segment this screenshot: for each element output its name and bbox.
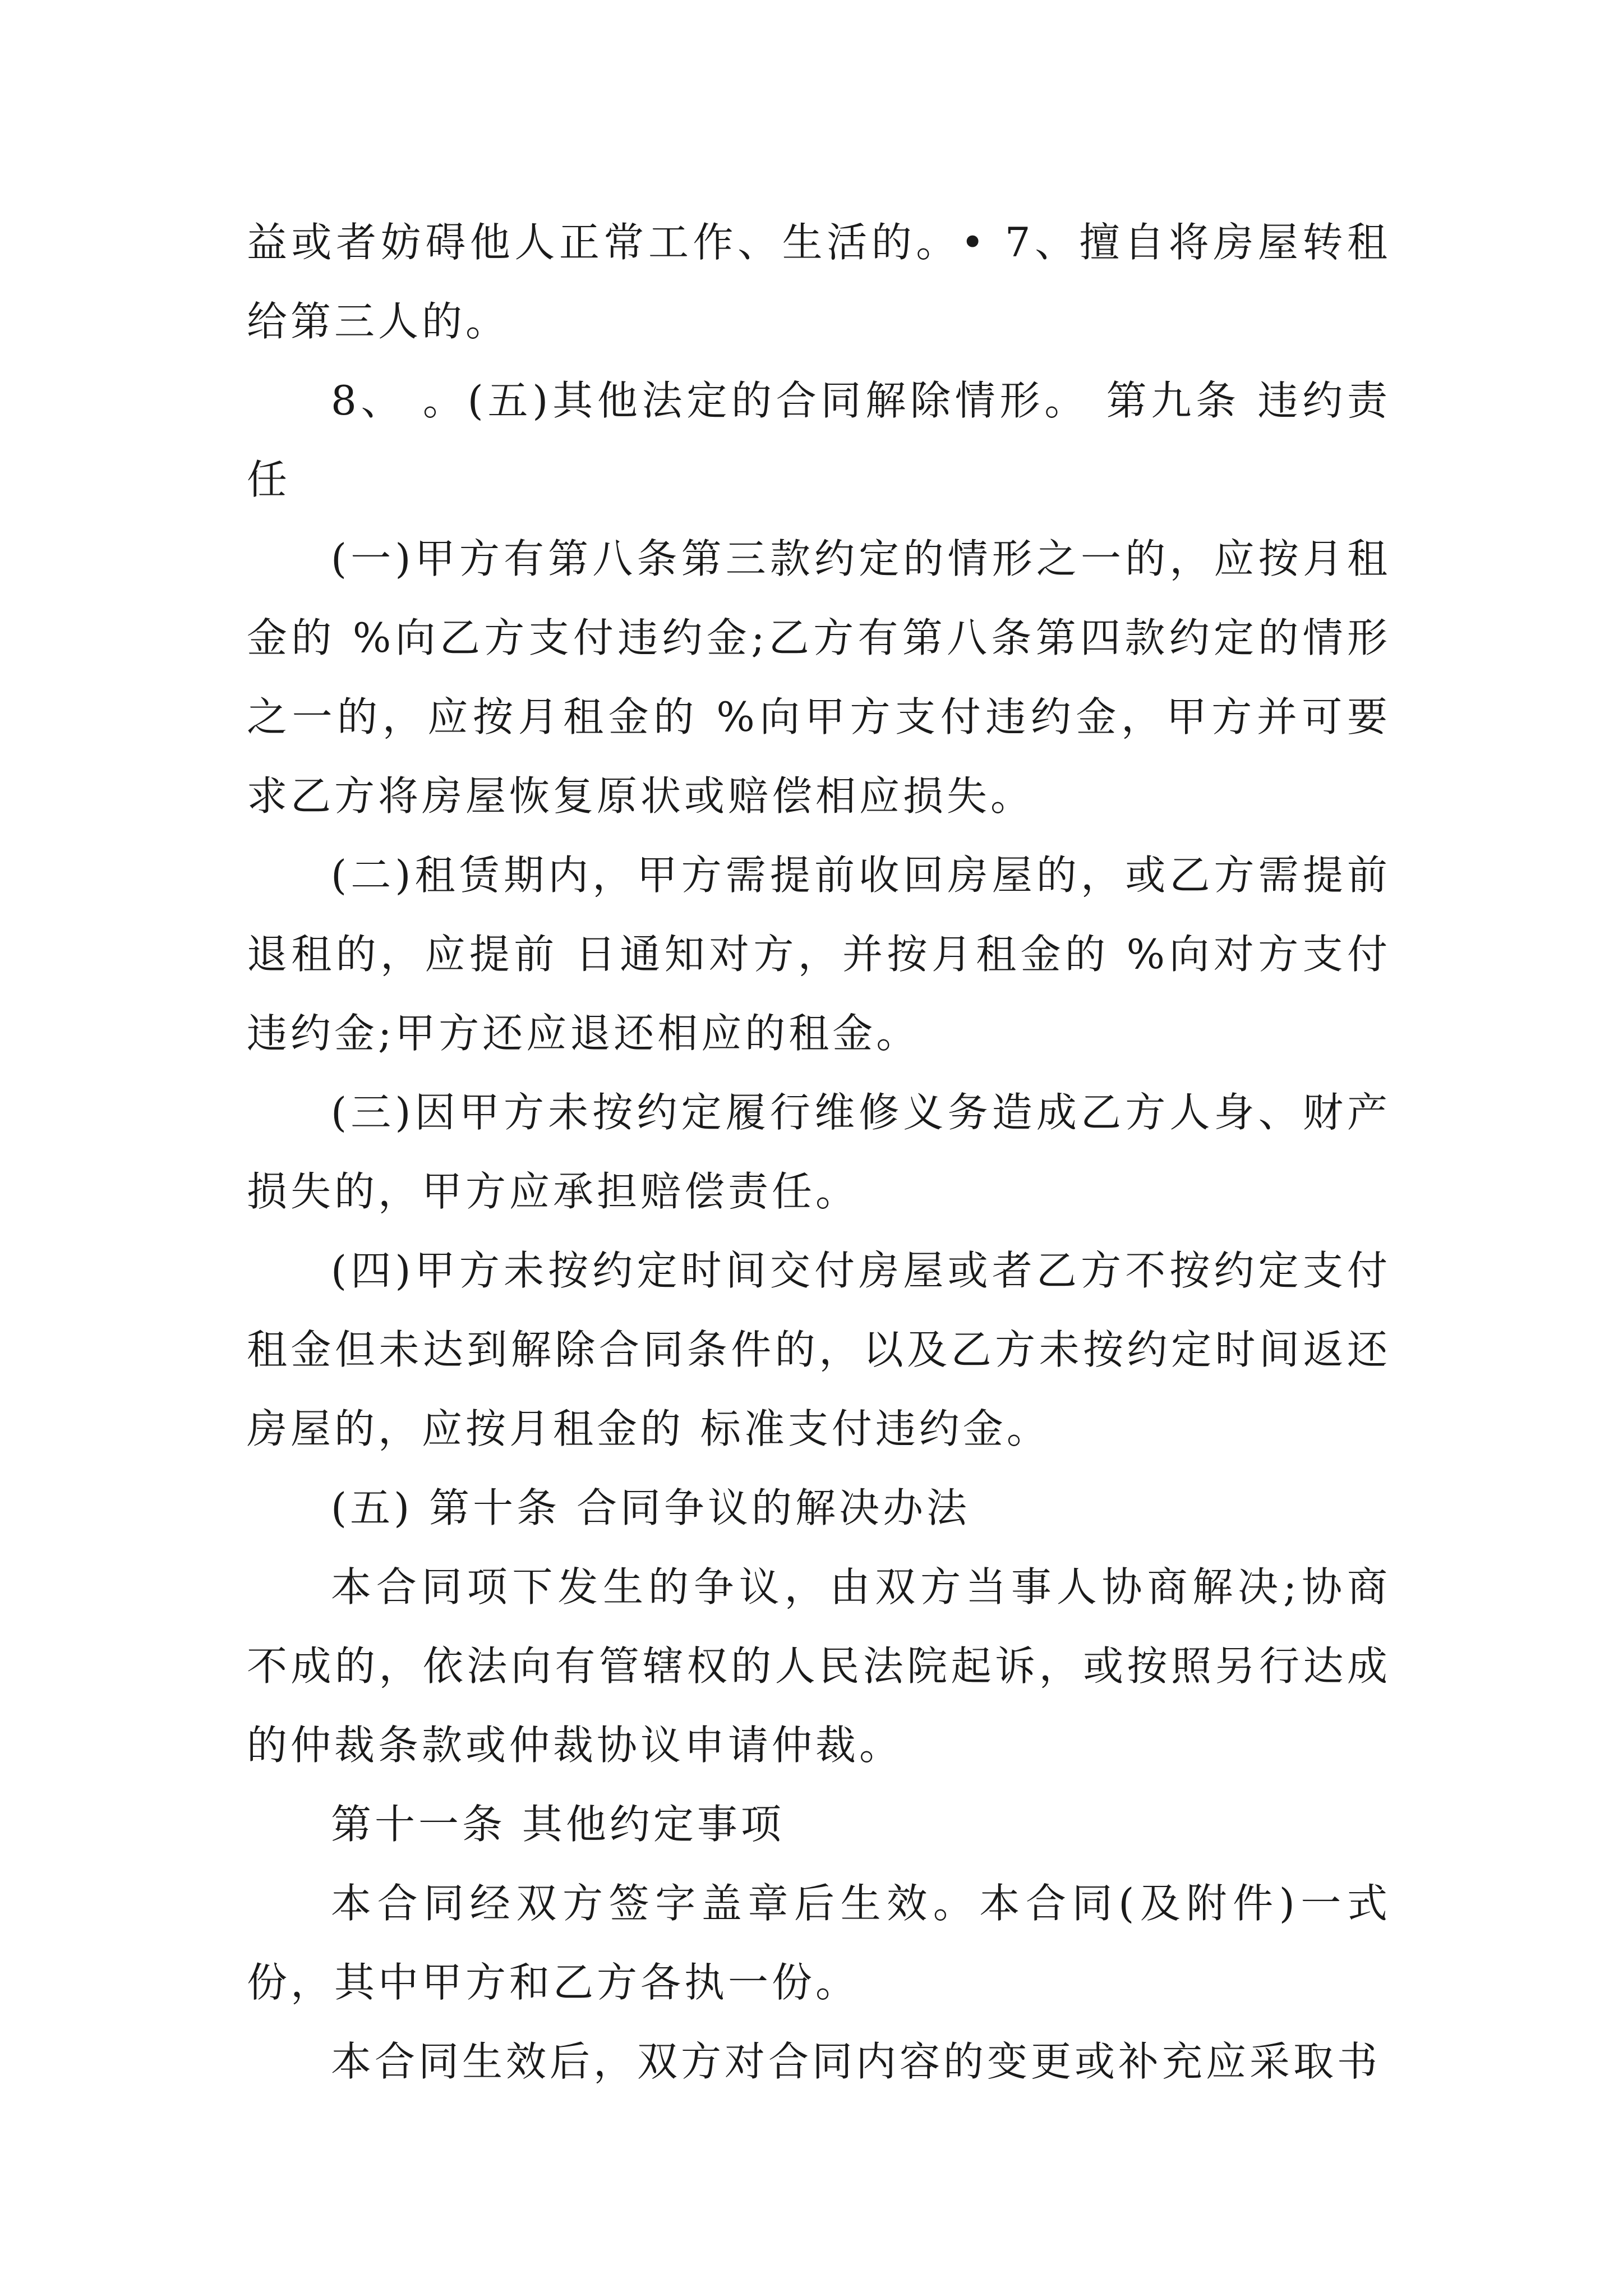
paragraph-liability-4: (四)甲方未按约定时间交付房屋或者乙方不按约定支付租金但未达到解除合同条件的，以及乙方未按约定时间返还房屋的，应按月租金的 标准支付违约金。 bbox=[247, 1247, 1391, 1452]
paragraph-dispute-resolution: 本合同项下发生的争议，由双方当事人协商解决;协商不成的，依法向有管辖权的人民法院起诉，或按照另行达成的仲裁条款或仲裁协议申请仲裁。 bbox=[247, 1563, 1391, 1769]
paragraph-article-11-heading: 第十一条 其他约定事项 bbox=[331, 1801, 785, 1848]
paragraph-continuation: 益或者妨碍他人正常工作、生活的。• 7、擅自将房屋转租给第三人的。 bbox=[247, 219, 1391, 345]
paragraph-liability-2: (二)租赁期内，甲方需提前收回房屋的，或乙方需提前退租的，应提前 日通知对方，并按月租金的 %向对方支付违约金;甲方还应退还相应的租金。 bbox=[247, 852, 1391, 1057]
paragraph-effectiveness: 本合同经双方签字盖章后生效。本合同(及附件)一式份，其中甲方和乙方各执一份。 bbox=[247, 1880, 1391, 2006]
paragraph-article-10-heading: (五) 第十条 合同争议的解决办法 bbox=[331, 1484, 970, 1531]
paragraph-liability-1: (一)甲方有第八条第三款约定的情形之一的，应按月租金的 %向乙方支付违约金;乙方有第八条第四款约定的情形之一的，应按月租金的 %向甲方支付违约金，甲方并可要求乙方将房屋恢复原状或赔偿相应损失。 bbox=[247, 535, 1391, 820]
paragraph-amendment: 本合同生效后，双方对合同内容的变更或补充应采取书 bbox=[331, 2038, 1381, 2085]
document-body bbox=[247, 203, 1391, 2101]
paragraph-liability-3: (三)因甲方未按约定履行维修义务造成乙方人身、财产损失的，甲方应承担赔偿责任。 bbox=[247, 1089, 1391, 1215]
paragraph-termination-other: 8、 。(五)其他法定的合同解除情形。 第九条 违约责任 bbox=[247, 377, 1391, 503]
